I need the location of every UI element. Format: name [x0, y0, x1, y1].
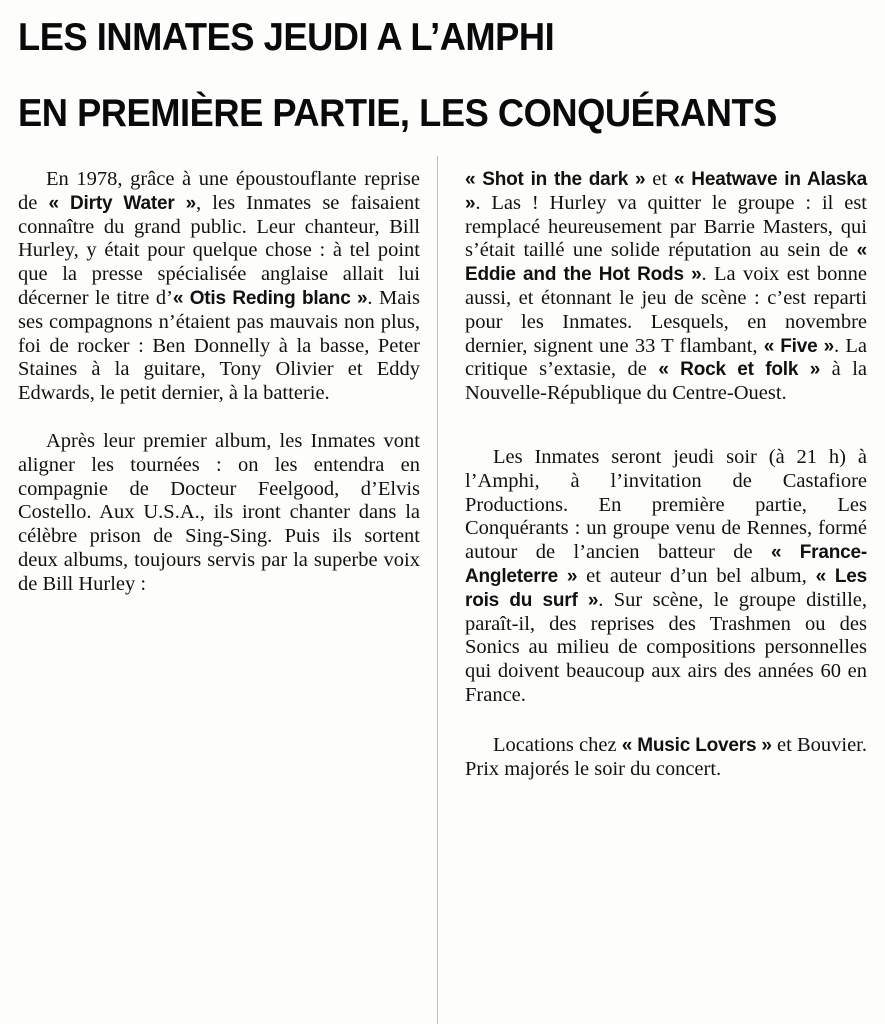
text-run: Après leur premier album, les Inmates vont aligner les tournées : on les entendra en compagnie de Docteur Feelgood, d’Elvis Costello. Aux U.S.A., ils iront chanter dans la célèbre prison de Sing-Sing. Puis ils sortent deux albums, toujours servis par la superbe voix de Bill Hurley : — [18, 429, 420, 595]
text-run: et Bouvier. Prix majorés le soir du concert. — [465, 733, 867, 780]
text-run: Locations chez — [493, 733, 622, 756]
quoted-title: « Five » — [763, 335, 835, 357]
article-column-left — [18, 168, 420, 597]
text-run: , les Inmates se faisaient connaître du grand public. Leur chanteur, Bill Hurley, y était pour quelque chose : à tel point que la presse spécialisée anglaise allait lui décerner le titre d’ — [18, 191, 421, 309]
text-run: . La voix est bonne aussi, et étonnant le jeu de scène : c’est reparti pour les Inmates. Lesquels, en novembre dernier, signent une 33 T flambant, — [465, 263, 867, 357]
quoted-title: « Heatwave in Alaska » — [465, 169, 868, 214]
column-divider — [437, 156, 438, 1024]
text-run: . La critique s’extasie, de — [465, 334, 867, 381]
article-paragraph-4 — [465, 734, 867, 782]
text-run: et auteur d’un bel album, — [577, 564, 816, 587]
text-run: Les Inmates seront jeudi soir (à 21 h) à l’Amphi, à l’invitation de Castafiore Productions. En première partie, Les Conquérants : un groupe venu de Rennes, formé autour de l’ancien batteur de — [465, 445, 867, 564]
text-run: à la Nouvelle-République du Centre-Ouest. — [465, 358, 867, 405]
text-run: . Las ! Hurley va quitter le groupe : il est remplacé heureusement par Barrie Masters, qui s’était taillé une solide réputation au sein de — [465, 191, 867, 262]
article-paragraph-2-continued — [465, 168, 867, 406]
headline-line-2: EN PREMIÈRE PARTIE, LES CONQUÉRANTS — [18, 92, 777, 135]
article-paragraph-1 — [18, 168, 420, 406]
text-run: et — [645, 168, 675, 190]
quoted-title: « Otis Reding blanc » — [172, 287, 368, 309]
article-paragraph-2 — [18, 430, 420, 597]
article-paragraph-3 — [465, 446, 867, 708]
quoted-title: « Music Lovers » — [621, 734, 772, 756]
quoted-title: « Les rois du surf » — [465, 565, 867, 611]
article-column-right — [465, 168, 867, 781]
text-run: En 1978, grâce à une époustouflante reprise de — [18, 168, 420, 214]
quoted-title: « France-Angleterre » — [465, 542, 867, 587]
quoted-title: « Dirty Water » — [48, 192, 197, 214]
text-run: . Sur scène, le groupe distille, paraît-il, des reprises des Trashmen ou des Sonics au milieu de compositions personnelles qui doivent beaucoup aux airs des années 60 en France. — [465, 588, 867, 706]
quoted-title: « Shot in the dark » — [465, 169, 646, 190]
quoted-title: « Rock et folk » — [658, 359, 821, 381]
text-run: . Mais ses compagnons n’étaient pas mauvais non plus, foi de rocker : Ben Donnelly à la basse, Peter Staines à la guitare, Tony Olivier et Eddy Edwards, le petit dernier, à la batterie. — [18, 286, 421, 405]
headline-line-1: LES INMATES JEUDI A L’AMPHI — [18, 16, 555, 59]
quoted-title: « Eddie and the Hot Rods » — [465, 240, 867, 286]
